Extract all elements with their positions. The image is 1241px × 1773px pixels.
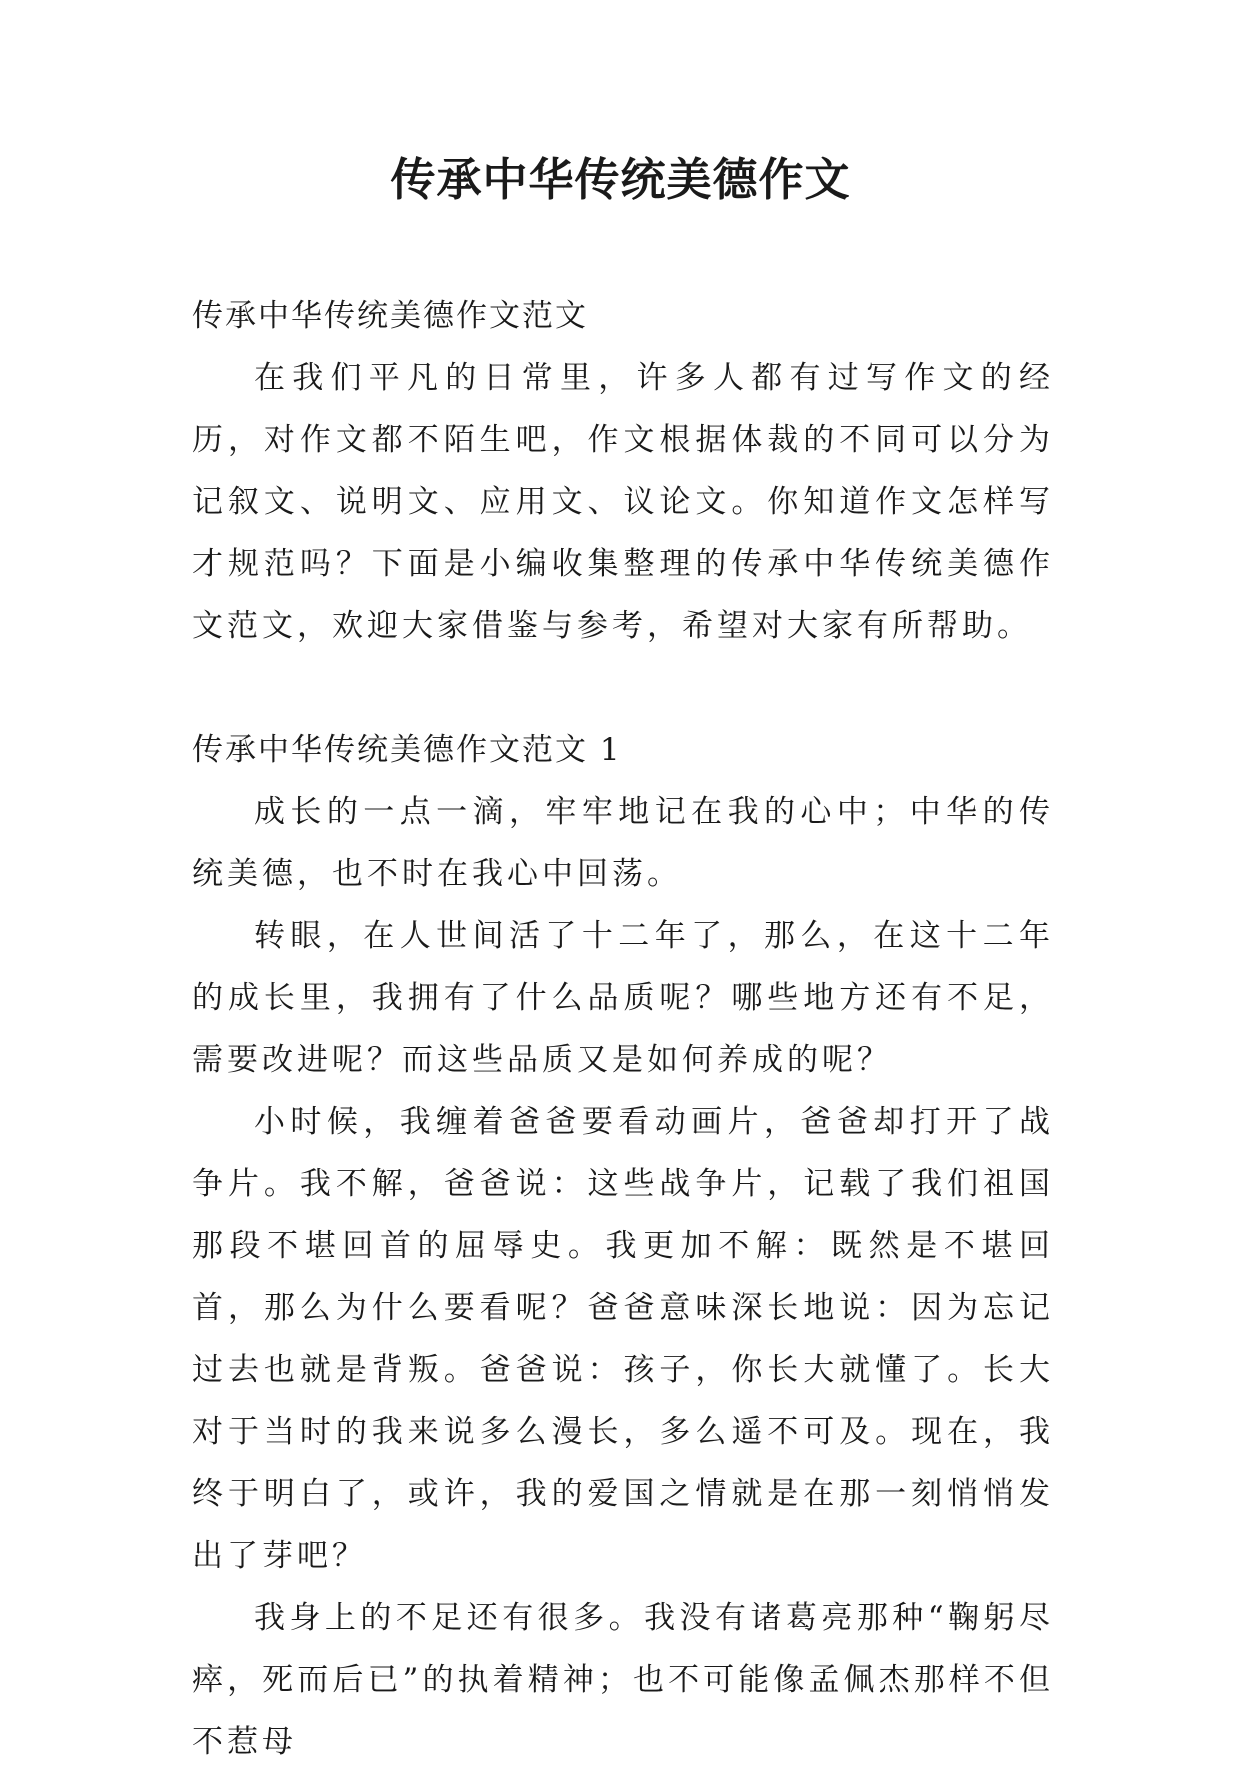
intro-heading: 传承中华传统美德作文范文: [192, 298, 588, 334]
section-spacer: [192, 657, 1054, 719]
document-body: [192, 285, 1054, 1773]
document-title: 传承中华传统美德作文: [390, 153, 851, 206]
section-1-paragraph-1: 成长的一点一滴，牢牢地记在我的心中；中华的传统美德，也不时在我心中回荡。: [192, 794, 1054, 892]
section-1-paragraph-4: 我身上的不足还有很多。我没有诸葛亮那种“鞠躬尽瘁，死而后已”的执着精神；也不可能像孟佩杰那样不但不惹母: [192, 1600, 1054, 1760]
section-1-paragraph-3: 小时候，我缠着爸爸要看动画片，爸爸却打开了战争片。我不解，爸爸说：这些战争片，记载了我们祖国那段不堪回首的屈辱史。我更加不解：既然是不堪回首，那么为什么要看呢？爸爸意味深长地说：因为忘记过去也就是背叛。爸爸说：孩子，你长大就懂了。长大对于当时的我来说多么漫长，多么遥不可及。现在，我终于明白了，或许，我的爱国之情就是在那一刻悄悄发出了芽吧？: [192, 1104, 1054, 1574]
section-1-heading: 传承中华传统美德作文范文 1: [192, 732, 622, 768]
section-1-paragraph-2: 转眼，在人世间活了十二年了，那么，在这十二年的成长里，我拥有了什么品质呢？哪些地方还有不足，需要改进呢？而这些品质又是如何养成的呢？: [192, 918, 1054, 1078]
intro-paragraph: 在我们平凡的日常里，许多人都有过写作文的经历，对作文都不陌生吧，作文根据体裁的不同可以分为记叙文、说明文、应用文、议论文。你知道作文怎样写才规范吗？下面是小编收集整理的传承中华传统美德作文范文，欢迎大家借鉴与参考，希望对大家有所帮助。: [192, 360, 1054, 644]
